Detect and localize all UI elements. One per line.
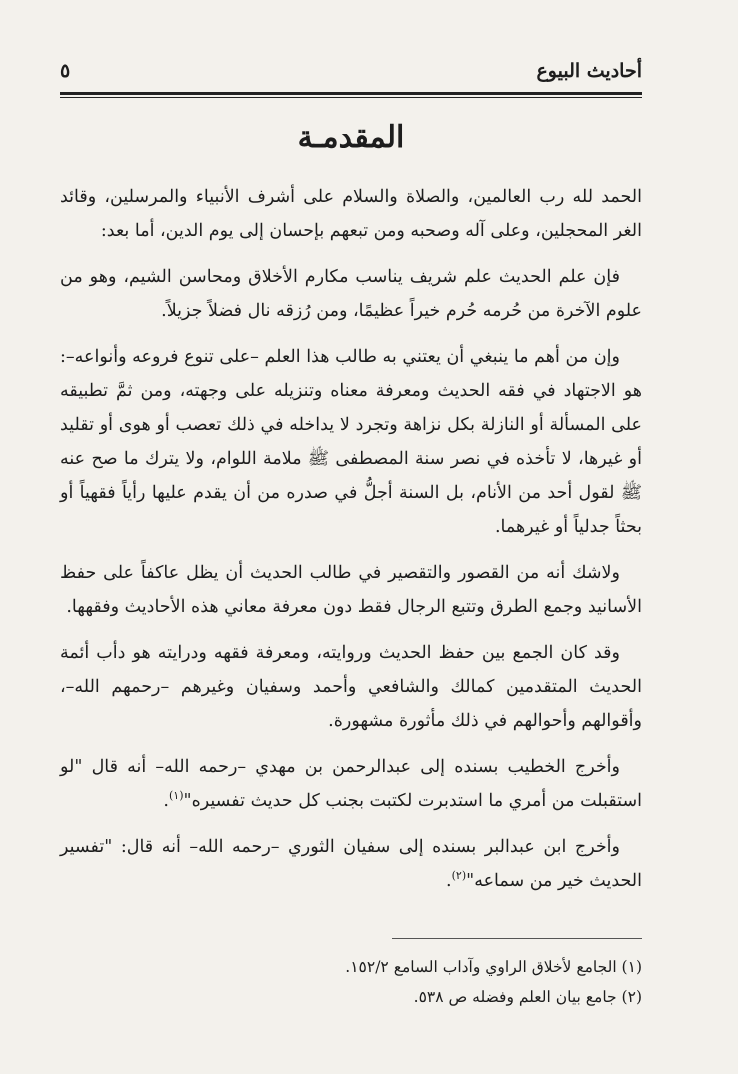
quote-paragraph: وأخرج ابن عبدالبر بسنده إلى سفيان الثوري –رحمه الله– أنه قال: "تفسير الحديث خير من سماعه"$^{(٢)}$. [60,837,642,891]
paragraph: فإن علم الحديث علم شريف يناسب مكارم الأخلاق ومحاسن الشيم، وهو من علوم الآخرة من حُرمه حُرم خيراً عظيمًا، ومن رُزقه نال فضلاً جزيلاً. [60,267,642,321]
quote-text: وأخرج ابن عبدالبر بسنده إلى سفيان الثوري –رحمه الله– أنه قال: "تفسير الحديث خير من سماعه" [60,837,642,891]
body-text [60,180,642,910]
paragraph: وقد كان الجمع بين حفظ الحديث وروايته، ومعرفة فقهه ودرايته هو دأب أئمة الحديث المتقدمين كمالك والشافعي وأحمد وسفيان وغيرهم –رحمهم الله–، وأقوالهم وأحوالهم في ذلك مأثورة مشهورة. [60,643,642,731]
paragraph: ولاشك أنه من القصور والتقصير في طالب الحديث أن يظل عاكفاً على حفظ الأسانيد وجمع الطرق وتتبع الرجال فقط دون معرفة معاني هذه الأحاديث وفقهها. [60,563,642,617]
header-rule-thin [60,97,642,98]
footnote-ref[interactable]: (٢) [451,869,467,883]
footnote: (٢) جامع بيان العلم وفضله ص ٥٣٨. [413,988,642,1006]
page-header [60,58,642,88]
quote-text: وأخرج الخطيب بسنده إلى عبدالرحمن بن مهدي –رحمه الله– أنه قال "لو استقبلت من أمري ما استدبرت لكتبت بجنب كل حديث تفسيره" [60,757,642,811]
header-rule-thick [60,92,642,95]
footnote-ref[interactable]: (١) [169,789,184,803]
footnote-divider [392,938,642,939]
running-title: أحاديث البيوع [536,60,642,82]
page-number: ٥ [60,60,71,82]
section-title: المقدمـة [297,120,405,155]
paragraph: وإن من أهم ما ينبغي أن يعتني به طالب هذا العلم –على تنوع فروعه وأنواعه–: هو الاجتهاد في فقه الحديث ومعرفة معناه وتنزيله على وجهته، ومن ثمَّ تطبيقه على المسألة أو النازلة بكل نزاهة وتجرد لا يداخله في ذلك تعصب أو هوى أو تقليد أو غيرها، لا تأخذه في نصر سنة المصطفى ﷺ ملامة اللوام، ولا يترك ما صح عنه ﷺ لقول أحد من الأنام، بل السنة أجلُّ في صدره من أن يقدم عليها رأياً فقهياً أو بحثاً جدلياً أو غيرهما. [60,347,642,537]
footnotes [60,952,642,1012]
paragraph: الحمد لله رب العالمين، والصلاة والسلام على أشرف الأنبياء والمرسلين، وقائد الغر المحجلين، وعلى آله وصحبه ومن تبعهم بإحسان إلى يوم الدين، أما بعد: [60,187,642,241]
footnote: (١) الجامع لأخلاق الراوي وآداب السامع ١٥٢/٢. [345,958,642,976]
quote-paragraph: وأخرج الخطيب بسنده إلى عبدالرحمن بن مهدي –رحمه الله– أنه قال "لو استقبلت من أمري ما استدبرت لكتبت بجنب كل حديث تفسيره"$^{(١)}$. [60,757,642,811]
